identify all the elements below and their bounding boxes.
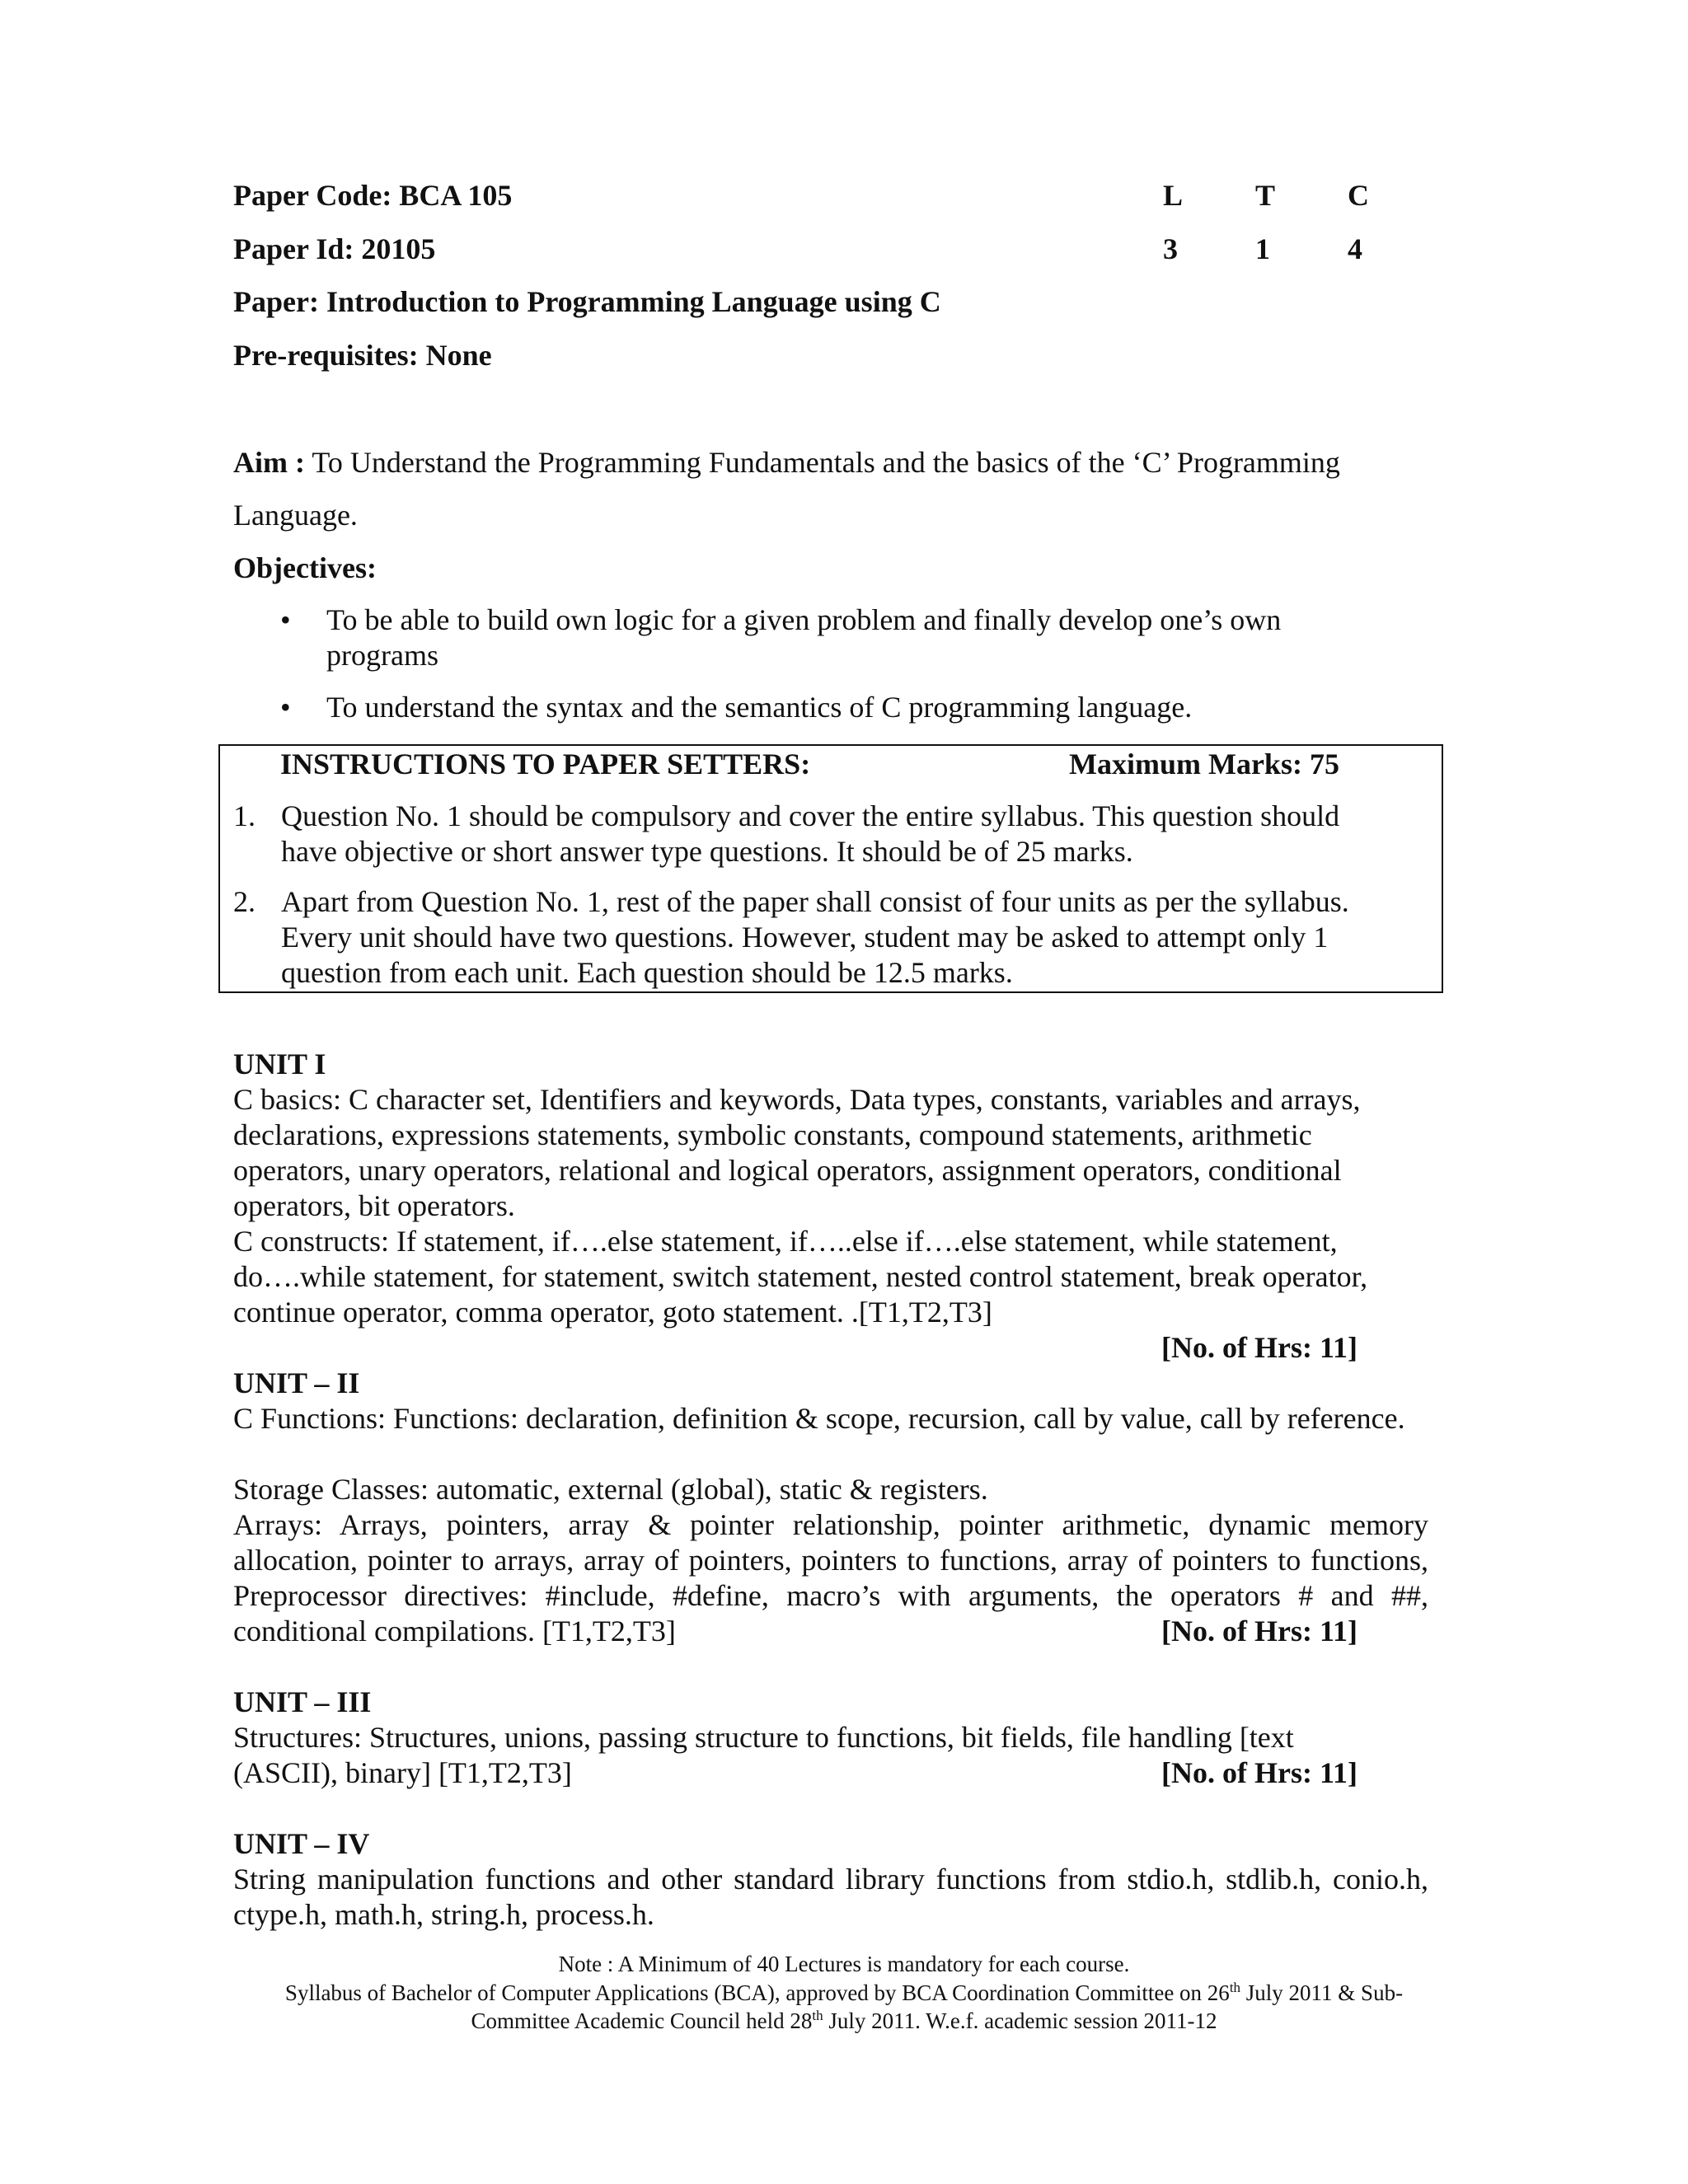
objectives-list: [280, 602, 1418, 742]
instruction-number: 2.: [233, 885, 256, 918]
instruction-number: 1.: [233, 799, 256, 832]
footer-approval-text: Syllabus of Bachelor of Computer Applications (BCA), approved by BCA Coordination Committee on 26: [284, 1980, 1230, 2005]
footer-sup: th: [812, 2008, 823, 2023]
unit-3-structures: Structures: Structures, unions, passing structure to functions, bit fields, file handling [text (ASCII), binary] [T1,T2,T3]: [233, 1721, 1294, 1789]
footer-council-text: Committee Academic Council held 28: [471, 2008, 813, 2033]
unit-1-title: UNIT I: [233, 1047, 326, 1080]
unit-3-title: UNIT – III: [233, 1685, 372, 1718]
instruction-text: Apart from Question No. 1, rest of the paper shall consist of four units as per the syllabus. Every unit should have two questions. However, student may be asked to attempt only 1 question from each unit. Each question should be 12.5 marks.: [281, 885, 1349, 989]
footer-approval-line: [0, 1980, 1688, 2006]
footer-sup: th: [1229, 1980, 1241, 1995]
footer-note: Note : A Minimum of 40 Lectures is mandatory for each course.: [558, 1952, 1130, 1976]
unit-2-hours: [No. of Hrs: 11]: [1161, 1615, 1357, 1647]
maximum-marks: Maximum Marks: 75: [1069, 748, 1339, 780]
paper-id-row: [233, 232, 1420, 268]
unit-1-constructs: C constructs: If statement, if….else statement, if…..else if….else statement, while statement, do….while statement, for statement, switch statement, nested control statement, break operator, continue operator, comma operator, goto statement. .[T1,T2,T3]: [233, 1225, 1368, 1329]
aim-line-2: Language.: [233, 499, 358, 532]
paper-id: Paper Id: 20105: [233, 232, 436, 265]
unit-3-hours: [No. of Hrs: 11]: [1161, 1756, 1357, 1789]
paper-title: Paper: Introduction to Programming Language using C: [233, 285, 941, 318]
aim-label: Aim :: [233, 446, 305, 479]
list-item: [280, 690, 1418, 725]
unit-4-strings: String manipulation functions and other standard library functions from stdio.h, stdlib.h, conio.h, ctype.h, math.h, string.h, process.h.: [233, 1863, 1428, 1931]
ltc-header-l: L: [1163, 179, 1184, 212]
instruction-text: Question No. 1 should be compulsory and cover the entire syllabus. This question should have objective or short answer type questions. It should be of 25 marks.: [281, 799, 1340, 868]
list-item: [280, 602, 1398, 673]
ltc-value-l: 3: [1163, 232, 1178, 265]
unit-1-hours: [No. of Hrs: 11]: [1161, 1331, 1357, 1364]
bullet-icon: •: [280, 691, 291, 724]
ltc-header-c: C: [1348, 179, 1369, 212]
ltc-value-c: 4: [1348, 232, 1362, 265]
prerequisites: Pre-requisites: None: [233, 339, 492, 372]
aim-text: To Understand the Programming Fundamentals and the basics of the ‘C’ Programming: [312, 446, 1340, 479]
footer-approval-text-end: July 2011 & Sub-: [1240, 1980, 1404, 2005]
paper-code-row: [233, 178, 1420, 214]
objective-text: To be able to build own logic for a given problem and finally develop one’s own programs: [326, 603, 1282, 672]
unit-2-functions: C Functions: Functions: declaration, definition & scope, recursion, call by value, call by reference.: [233, 1402, 1405, 1435]
footer-council-line: [0, 2008, 1688, 2034]
instructions-title: INSTRUCTIONS TO PAPER SETTERS:: [280, 748, 811, 780]
ltc-value-t: 1: [1255, 232, 1270, 265]
unit-2-title: UNIT – II: [233, 1366, 360, 1399]
aim-line-1: [233, 445, 1437, 480]
unit-1-basics: C basics: C character set, Identifiers and keywords, Data types, constants, variables and arrays, declarations, expressions statements, symbolic constants, compound statements, arithmetic operators, unary operators, relational and logical operators, assignment operators, conditional operators, bit operators.: [233, 1083, 1361, 1222]
unit-2-storage-classes: Storage Classes: automatic, external (global), static & registers.: [233, 1473, 988, 1506]
paper-code: Paper Code: BCA 105: [233, 179, 513, 212]
ltc-header-t: T: [1255, 179, 1276, 212]
footer-council-text-end: July 2011. W.e.f. academic session 2011-12: [823, 2008, 1217, 2033]
unit-4-title: UNIT – IV: [233, 1827, 370, 1860]
objectives-title: Objectives:: [233, 551, 377, 584]
objective-text: To understand the syntax and the semantics of C programming language.: [326, 691, 1193, 724]
bullet-icon: •: [280, 603, 291, 636]
unit-2-arrays: Arrays: Arrays, pointers, array & pointer relationship, pointer arithmetic, dynamic memory allocation, pointer to arrays, array of pointers, pointers to functions, array of pointers to functions, Preprocessor directives: #include, #define, macro’s with arguments, the operators # and ##, conditional compilations. [T1,T2,T3]: [233, 1508, 1428, 1647]
